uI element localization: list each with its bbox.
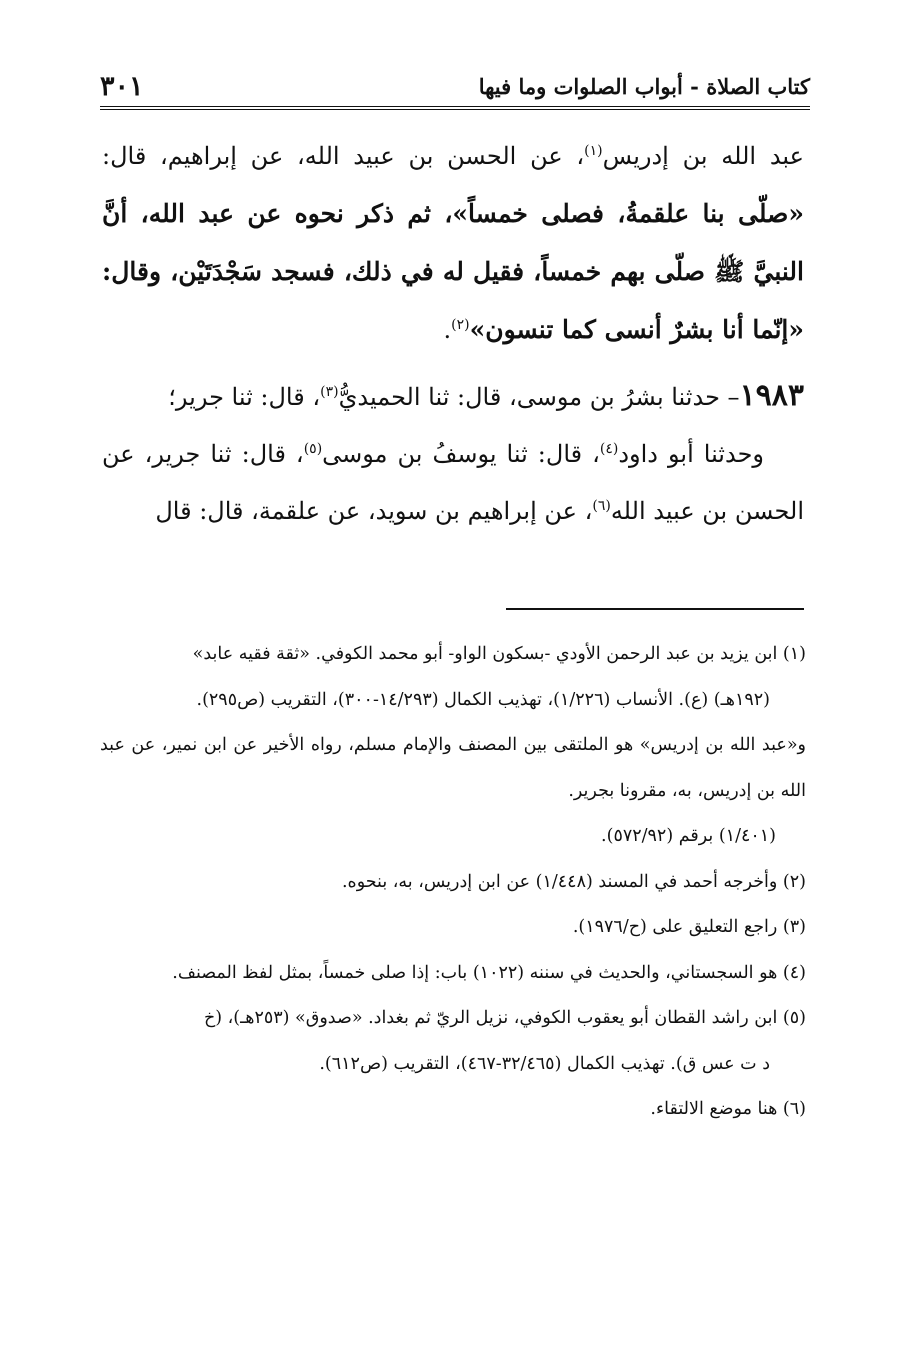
footnote-5-line-2: د ت عس ق). تهذيب الكمال (٣٢/٤٦٥-٤٦٧)، التقريب (ص٦١٢). — [319, 1053, 770, 1074]
footnote-ref: (٤) — [599, 441, 619, 457]
text-run: ، قال: ثنا جرير، عن الحسن بن عبيد الله — [102, 440, 804, 525]
hadith-matn: «صلّى بنا علقمةُ، فصلى خمساً»، ثم ذكر نحوه عن عبد الله، أنَّ النبيَّ ﷺ صلّى بهم خمساً، فقيل له في ذلك، فسجد سَجْدَتَيْن، وقال: «إنّما أنا بشرٌ أنسى كما تنسون» — [102, 199, 804, 344]
text-run: ، عن إبراهيم بن سويد، عن علقمة، قال: قال — [155, 497, 593, 525]
footnote-separator — [506, 608, 804, 610]
hadith-1983-paragraph — [102, 367, 804, 426]
main-text — [102, 128, 804, 540]
text-run: . — [443, 316, 452, 344]
footnotes — [100, 632, 806, 1133]
footnote-1-reference: (١/٤٠١) برقم (٥٧٢/٩٢). — [601, 826, 776, 846]
footnote-ref: (١) — [584, 143, 603, 159]
footnote-ref: (٦) — [592, 498, 611, 514]
footnote-ref: (٥) — [303, 441, 323, 457]
text-run: وحدثنا أبو داود — [618, 440, 765, 468]
page-number: ٣٠١ — [100, 70, 144, 102]
footnote-2: (٢) وأخرجه أحمد في المسند (١/٤٤٨) عن ابن إدريس، به، بنحوه. — [341, 871, 806, 892]
footnote-6: (٦) هنا موضع الالتقاء. — [650, 1099, 806, 1119]
second-chain-paragraph — [102, 426, 804, 540]
footnote-3: (٣) راجع التعليق على (ح/١٩٧٦). — [572, 917, 806, 937]
running-title: كتاب الصلاة - أبواب الصلوات وما فيها — [478, 73, 810, 99]
footnote-1-line-1: (١) ابن يزيد بن عبد الرحمن الأودي -بسكون الواو- أبو محمد الكوفي. «ثقة فقيه عابد» — [192, 644, 806, 664]
page-header — [100, 66, 810, 110]
text-run: ، عن الحسن بن عبيد الله، عن إبراهيم، قال: — [102, 142, 585, 170]
text-run: عبد الله بن إدريس — [602, 142, 804, 170]
footnote-5-line-1: (٥) ابن راشد القطان أبو يعقوب الكوفي، نزيل الريّ ثم بغداد. «صدوق» (٢٥٣هـ)، (خ — [203, 1008, 806, 1028]
hadith-number: ١٩٨٣ — [739, 378, 804, 413]
text-run: – حدثنا بشرُ بن موسى، قال: ثنا الحميديُّ — [338, 383, 740, 411]
text-run: ، قال: ثنا يوسفُ بن موسى — [322, 440, 600, 468]
footnote-4: (٤) هو السجستاني، والحديث في سننه (١٠٢٢) باب: إذا صلى خمساً، بمثل لفظ المصنف. — [172, 962, 806, 983]
hadith-continuation-paragraph — [102, 128, 804, 359]
footnote-1-note: و«عبد الله بن إدريس» هو الملتقى بين المصنف والإمام مسلم، رواه الأخير عن ابن نمير، عن عبد الله بن إدريس، به، مقرونا بجرير. — [100, 735, 806, 801]
footnote-1-line-2: (١٩٢هـ) (ع). الأنساب (١/٢٢٦)، تهذيب الكمال (١٤/٢٩٣-٣٠٠)، التقريب (ص٢٩٥). — [196, 689, 770, 710]
footnote-ref: (٢) — [451, 317, 470, 333]
footnote-ref: (٣) — [320, 384, 339, 400]
text-run: ، قال: ثنا جرير؛ — [168, 383, 321, 411]
